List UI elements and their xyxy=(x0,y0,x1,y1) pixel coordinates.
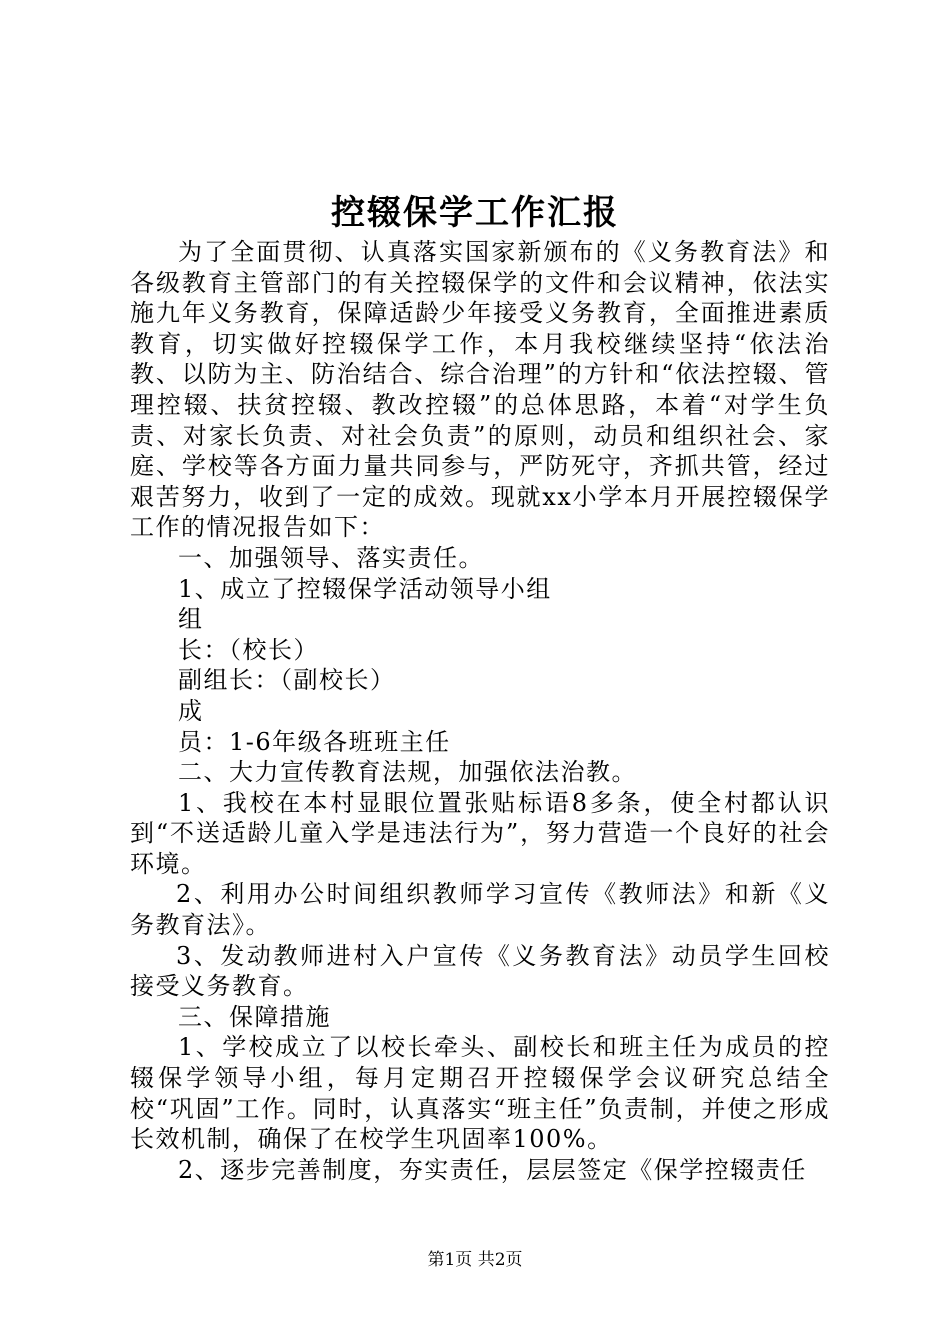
page-number-footer: 第1页 共2页 xyxy=(427,1250,523,1270)
paragraph-item: 2、逐步完善制度，夯实责任，层层签定《保学控辍责任 xyxy=(178,1155,807,1184)
paragraph-item: 副组长：（副校长） xyxy=(178,666,396,695)
heading-section-1: 一、加强领导、落实责任。 xyxy=(178,543,484,572)
paragraph-item: 成 xyxy=(178,696,204,725)
paragraph-item: 1、成立了控辍保学活动领导小组 xyxy=(178,574,552,603)
paragraph-intro: 为了全面贯彻、认真落实国家新颁布的《义务教育法》和各级教育主管部门的有关控辍保学的文件和会议精神，依法实施九年义务教育，保障适龄少年接受义务教育，全面推进素质教育，切实做好控辍保学工作，本月我校继续坚持“依法治教、以防为主、防治结合、综合治理”的方针和“依法控辍、管理控辍、扶贫控辍、教改控辍”的总体思路，本着“对学生负责、对家长负责、对社会负责”的原则，动员和组织社会、家庭、学校等各方面力量共同参与，严防死守，齐抓共管，经过艰苦努力，收到了一定的成效。现就xx小学本月开展控辍保学工作的情况报告如下： xyxy=(130,238,830,542)
heading-section-2: 二、大力宣传教育法规，加强依法治教。 xyxy=(178,758,637,787)
document-body xyxy=(130,237,830,1185)
paragraph-item: 长：（校长） xyxy=(178,635,319,664)
paragraph-item: 1、我校在本村显眼位置张贴标语8多条，使全村都认识到“不送适龄儿童入学是违法行为”，努力营造一个良好的社会环境。 xyxy=(130,788,830,878)
document-title: 控辍保学工作汇报 xyxy=(331,193,619,233)
paragraph-item: 2、利用办公时间组织教师学习宣传《教师法》和新《义务教育法》。 xyxy=(130,880,830,940)
heading-section-3: 三、保障措施 xyxy=(178,1002,331,1031)
paragraph-item: 3、发动教师进村入户宣传《义务教育法》动员学生回校接受义务教育。 xyxy=(130,941,830,1001)
paragraph-item: 组 xyxy=(178,605,204,634)
paragraph-item: 1、学校成立了以校长牵头、副校长和班主任为成员的控辍保学领导小组，每月定期召开控辍保学会议研究总结全校“巩固”工作。同时，认真落实“班主任”负责制，并使之形成长效机制，确保了在校学生巩固率100%。 xyxy=(130,1033,830,1154)
paragraph-item: 员：1-6年级各班班主任 xyxy=(178,727,451,756)
